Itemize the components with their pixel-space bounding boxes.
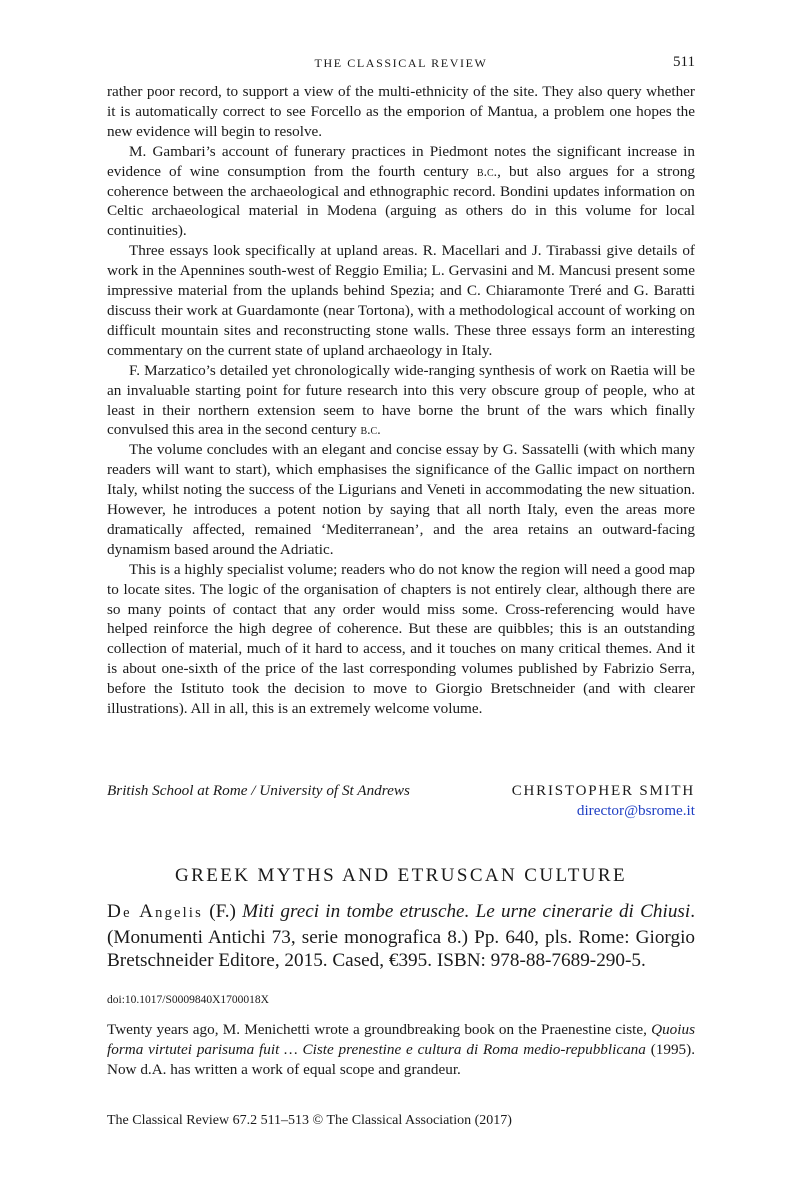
- page-footer: The Classical Review 67.2 511–513 © The Classical Association (2017): [107, 1113, 512, 1128]
- section-title: GREEK MYTHS AND ETRUSCAN CULTURE: [175, 865, 627, 886]
- citation-title: Miti greci in tombe etrusche. Le urne cinerarie di Chiusi: [242, 901, 691, 922]
- journal-name: THE CLASSICAL REVIEW: [314, 56, 488, 70]
- citation-initial: (F.): [209, 901, 236, 922]
- reviewer-name: CHRISTOPHER SMITH: [511, 783, 695, 799]
- cited-book-title: Quoius forma virtutei parisuma fuit … Ciste prenestine e cultura di Roma medio-repubblicana: [107, 1021, 695, 1058]
- citation-author: De Angelis: [107, 901, 203, 922]
- doi: doi:10.1017/S0009840X1700018X: [107, 994, 269, 1006]
- paragraph: Twenty years ago, M. Menichetti wrote a groundbreaking book on the Praenestine ciste, Quoius forma virtutei parisuma fuit … Ciste prenestine e cultura di Roma medio-repubblicana (1995). Now d.A. has written a work of equal scope and grandeur.: [107, 1021, 695, 1078]
- review-body: [107, 82, 695, 719]
- book-citation: [107, 900, 695, 973]
- paragraph: Three essays look specifically at upland areas. R. Macellari and J. Tirabassi give details of work in the Apennines south-west of Reggio Emilia; L. Gervasini and M. Mancusi present some impressive material from the uplands behind Spezia; and C. Chiaramonte Treré and G. Baratti discuss their work at Guardamonte (near Tortona), with a methodological account of working on difficult mountain sites and reconstructing stone walls. These three essays form an interesting commentary on the current state of upland archaeology in Italy.: [107, 242, 695, 359]
- paragraph: This is a highly specialist volume; readers who do not know the region will need a good map to locate sites. The logic of the organisation of chapters is not entirely clear, although there are so many points of contact that any order would miss some. Cross-referencing would have helped reinforce the high degree of coherence. But these are quibbles; this is an outstanding collection of material, much of it hard to access, and it touches on many critical themes. And it is about one-sixth of the price of the last corresponding volumes published by Fabrizio Serra, before the Istituto took the decision to move to Giorgio Bretschneider (and with clearer illustrations). All in all, this is an extremely welcome volume.: [107, 560, 695, 718]
- paragraph: The volume concludes with an elegant and concise essay by G. Sassatelli (with which many readers will want to start), which emphasises the significance of the Gallic impact on northern Italy, whilst noting the success of the Ligurians and Veneti in accommodating the new situation. However, he introduces a potent notion by saying that all north Italy, even the areas more dramatically affected, remained ‘Mediterranean’, and the area retains an outward-facing dynamism based around the Adriatic.: [107, 441, 695, 558]
- paragraph: rather poor record, to support a view of the multi-ethnicity of the site. They also query whether it is automatically correct to see Forcello as the emporion of Mantua, a problem one hopes the new evidence will begin to resolve.: [107, 83, 695, 140]
- review-opening: [107, 1020, 695, 1080]
- paragraph: M. Gambari’s account of funerary practices in Piedmont notes the significant increase in evidence of wine consumption from the fourth century b.c., but also argues for a strong coherence between the archaeological and ethnographic record. Bondini updates information on Celtic archaeological material in Modena (arguing as others do in this volume for local continuities).: [107, 142, 695, 240]
- page-number: 511: [673, 54, 695, 70]
- paragraph: F. Marzatico’s detailed yet chronologically wide-ranging synthesis of work on Raetia will be an invaluable starting point for future research into this very obscure group of people, who at least in their northern extension seem to have borne the brunt of the wars which finally convulsed this area in the second century b.c.: [107, 361, 695, 439]
- reviewer-email-link[interactable]: director@bsrome.it: [576, 802, 695, 819]
- citation-details: . (Monumenti Antichi 73, serie monografica 8.) Pp. 640, pls. Rome: Giorgio Bretschneider Editore, 2015. Cased, €395. ISBN: 978-88-7689-290-5.: [107, 901, 696, 971]
- reviewer-affiliation: British School at Rome / University of St Andrews: [107, 782, 410, 799]
- running-head: [107, 54, 695, 74]
